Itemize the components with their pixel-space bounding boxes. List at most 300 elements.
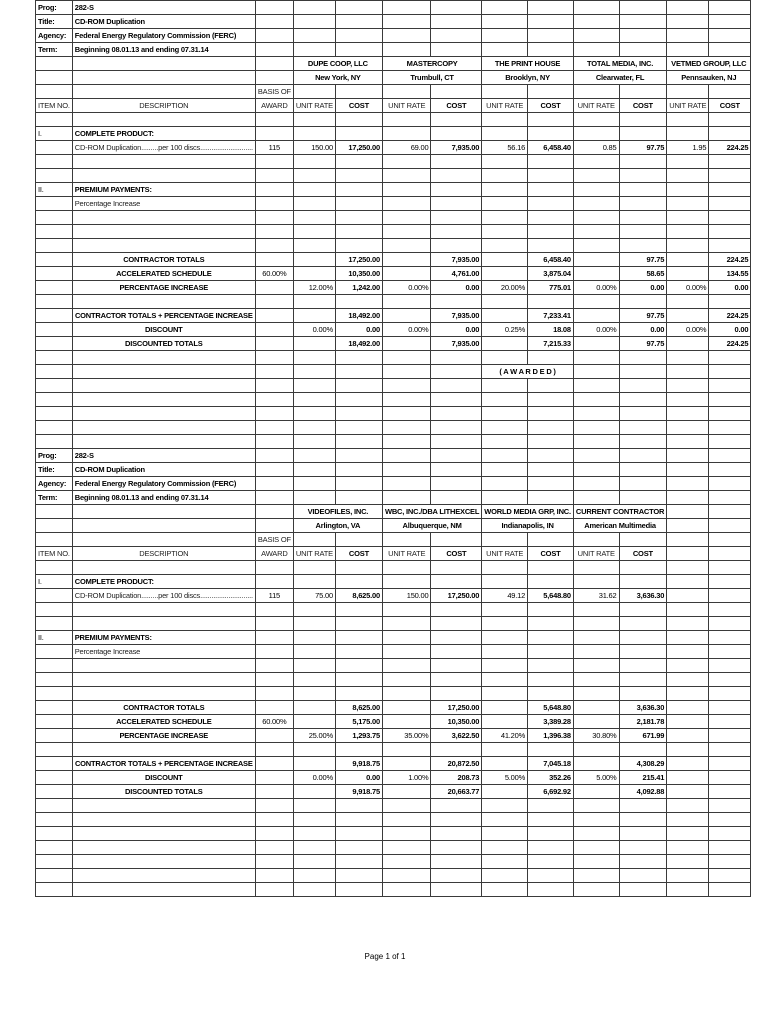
empty-cell [293, 813, 335, 827]
empty-cell [335, 491, 382, 505]
empty-cell [335, 561, 382, 575]
empty-cell [619, 449, 667, 463]
empty-cell [482, 29, 528, 43]
empty-cell [528, 659, 574, 673]
discount-cost: 18.08 [528, 323, 574, 337]
empty-cell [709, 29, 751, 43]
empty-cell [255, 519, 293, 533]
empty-cell [335, 43, 382, 57]
empty-cell [36, 141, 73, 155]
description-header: DESCRIPTION [72, 99, 255, 113]
empty-cell [293, 561, 335, 575]
empty-cell [709, 729, 751, 743]
empty-cell [293, 645, 335, 659]
empty-cell [72, 57, 255, 71]
empty-cell [255, 337, 293, 351]
unit-rate-header: UNIT RATE [382, 547, 431, 561]
empty-cell [528, 15, 574, 29]
empty-cell [36, 533, 73, 547]
empty-cell [667, 519, 709, 533]
contractor-total: 7,935.00 [431, 253, 482, 267]
item-values-row [36, 589, 751, 603]
contractor-location: American Multimedia [573, 519, 666, 533]
empty-cell [573, 379, 619, 393]
empty-cell [667, 589, 709, 603]
empty-cell [709, 771, 751, 785]
empty-cell [573, 715, 619, 729]
contract-term-label: Term: [36, 43, 73, 57]
empty-cell [255, 15, 293, 29]
empty-cell [482, 253, 528, 267]
item-heading: PREMIUM PAYMENTS: [72, 183, 255, 197]
empty-cell [72, 71, 255, 85]
ctpi-row [36, 757, 751, 771]
empty-cell [619, 29, 667, 43]
cost-header: COST [528, 547, 574, 561]
empty-cell [72, 351, 255, 365]
empty-cell [528, 449, 574, 463]
empty-cell [482, 239, 528, 253]
empty-cell [431, 687, 482, 701]
empty-cell [431, 603, 482, 617]
empty-cell [709, 617, 751, 631]
empty-cell [573, 561, 619, 575]
cost: 17,250.00 [335, 141, 382, 155]
empty-cell [667, 757, 709, 771]
empty-cell [528, 575, 574, 589]
empty-cell [482, 687, 528, 701]
discounted-total: 6,692.92 [528, 785, 574, 799]
empty-cell [255, 155, 293, 169]
empty-cell [335, 183, 382, 197]
percentage-cost: 0.00 [709, 281, 751, 295]
empty-cell [482, 421, 528, 435]
percentage-increase-row [36, 729, 751, 743]
empty-cell [382, 827, 431, 841]
unit-rate: 56.16 [482, 141, 528, 155]
cost-header: COST [431, 547, 482, 561]
empty-cell [619, 645, 667, 659]
empty-cell [36, 645, 73, 659]
empty-cell [255, 799, 293, 813]
empty-cell [431, 561, 482, 575]
empty-cell [293, 15, 335, 29]
empty-cell [482, 197, 528, 211]
empty-cell [573, 337, 619, 351]
contractor-location: Clearwater, FL [573, 71, 666, 85]
empty-cell [255, 113, 293, 127]
empty-cell [72, 603, 255, 617]
empty-cell [573, 659, 619, 673]
empty-row [36, 435, 751, 449]
empty-cell [36, 169, 73, 183]
empty-cell [335, 351, 382, 365]
empty-cell [667, 575, 709, 589]
empty-cell [482, 85, 528, 99]
basis-of-award: 115 [255, 589, 293, 603]
empty-cell [36, 505, 73, 519]
empty-cell [293, 421, 335, 435]
empty-cell [382, 631, 431, 645]
header-row [36, 29, 751, 43]
ctpi-row [36, 309, 751, 323]
agency-name-label: Agency: [36, 29, 73, 43]
empty-cell [293, 1, 335, 15]
empty-cell [528, 197, 574, 211]
empty-cell [293, 337, 335, 351]
empty-cell [335, 449, 382, 463]
item-number: I. [36, 127, 73, 141]
empty-cell [72, 379, 255, 393]
empty-cell [431, 463, 482, 477]
empty-cell [431, 575, 482, 589]
empty-cell [36, 393, 73, 407]
empty-cell [382, 813, 431, 827]
empty-cell [573, 421, 619, 435]
contractor-total: 17,250.00 [335, 253, 382, 267]
empty-cell [382, 659, 431, 673]
program-title-label: Title: [36, 15, 73, 29]
empty-cell [619, 617, 667, 631]
empty-cell [573, 435, 619, 449]
empty-cell [528, 631, 574, 645]
empty-cell [36, 659, 73, 673]
empty-cell [482, 393, 528, 407]
empty-cell [709, 169, 751, 183]
empty-cell [293, 687, 335, 701]
empty-cell [293, 869, 335, 883]
empty-cell [293, 799, 335, 813]
empty-cell [382, 309, 431, 323]
empty-cell [667, 267, 709, 281]
empty-cell [528, 813, 574, 827]
empty-cell [573, 743, 619, 757]
empty-cell [255, 253, 293, 267]
empty-cell [36, 603, 73, 617]
empty-cell [528, 421, 574, 435]
empty-cell [709, 799, 751, 813]
empty-cell [667, 673, 709, 687]
empty-cell [709, 15, 751, 29]
empty-cell [72, 505, 255, 519]
empty-cell [255, 463, 293, 477]
empty-cell [573, 673, 619, 687]
empty-cell [482, 533, 528, 547]
empty-cell [255, 785, 293, 799]
empty-cell [255, 225, 293, 239]
empty-cell [335, 365, 382, 379]
empty-cell [335, 743, 382, 757]
empty-cell [667, 687, 709, 701]
empty-cell [528, 743, 574, 757]
empty-cell [709, 295, 751, 309]
empty-cell [482, 785, 528, 799]
empty-cell [72, 617, 255, 631]
empty-cell [528, 29, 574, 43]
basis-of-award: 115 [255, 141, 293, 155]
discounted-total: 97.75 [619, 337, 667, 351]
empty-cell [482, 225, 528, 239]
empty-cell [528, 155, 574, 169]
empty-cell [36, 337, 73, 351]
empty-cell [619, 421, 667, 435]
empty-cell [36, 617, 73, 631]
empty-cell [335, 813, 382, 827]
empty-cell [619, 295, 667, 309]
empty-cell [335, 617, 382, 631]
empty-cell [528, 687, 574, 701]
empty-cell [709, 645, 751, 659]
cost-header: COST [528, 99, 574, 113]
empty-cell [255, 477, 293, 491]
basis-header: BASIS OF [255, 85, 293, 99]
percentage-increase-label: PERCENTAGE INCREASE [72, 729, 255, 743]
empty-cell [482, 379, 528, 393]
empty-cell [667, 785, 709, 799]
empty-cell [431, 743, 482, 757]
empty-cell [528, 379, 574, 393]
accelerated-cost: 2,181.78 [619, 715, 667, 729]
empty-cell [528, 43, 574, 57]
cost-header: COST [709, 99, 751, 113]
ctpi-value: 97.75 [619, 309, 667, 323]
empty-cell [335, 15, 382, 29]
empty-cell [36, 267, 73, 281]
empty-cell [335, 85, 382, 99]
percentage-cost: 775.01 [528, 281, 574, 295]
empty-cell [528, 239, 574, 253]
unit-rate-header: UNIT RATE [482, 547, 528, 561]
empty-cell [667, 449, 709, 463]
unit-rate: 69.00 [382, 141, 431, 155]
empty-cell [382, 449, 431, 463]
empty-cell [667, 127, 709, 141]
empty-cell [573, 393, 619, 407]
empty-cell [709, 463, 751, 477]
empty-cell [293, 827, 335, 841]
empty-cell [431, 883, 482, 897]
empty-cell [72, 687, 255, 701]
empty-cell [709, 183, 751, 197]
empty-cell [667, 827, 709, 841]
ctpi-value: 4,308.29 [619, 757, 667, 771]
empty-cell [667, 113, 709, 127]
empty-cell [255, 883, 293, 897]
contractor-total: 6,458.40 [528, 253, 574, 267]
empty-cell [667, 617, 709, 631]
empty-cell [382, 841, 431, 855]
empty-cell [72, 393, 255, 407]
empty-cell [482, 645, 528, 659]
empty-cell [72, 365, 255, 379]
item-heading: COMPLETE PRODUCT: [72, 127, 255, 141]
empty-cell [667, 379, 709, 393]
discount-row [36, 323, 751, 337]
empty-cell [528, 561, 574, 575]
empty-cell [482, 827, 528, 841]
discounted-total: 9,918.75 [335, 785, 382, 799]
empty-cell [293, 239, 335, 253]
empty-cell [667, 337, 709, 351]
empty-cell [382, 379, 431, 393]
empty-row [36, 239, 751, 253]
item-heading: COMPLETE PRODUCT: [72, 575, 255, 589]
empty-cell [255, 827, 293, 841]
percentage-increase-label: PERCENTAGE INCREASE [72, 281, 255, 295]
basis-row [36, 533, 751, 547]
discount-rate: 0.00% [382, 323, 431, 337]
empty-cell [36, 519, 73, 533]
empty-cell [335, 225, 382, 239]
empty-cell [667, 701, 709, 715]
empty-cell [36, 785, 73, 799]
empty-cell [431, 85, 482, 99]
empty-cell [482, 477, 528, 491]
empty-cell [667, 561, 709, 575]
empty-row [36, 561, 751, 575]
empty-cell [335, 869, 382, 883]
empty-cell [619, 435, 667, 449]
empty-cell [573, 183, 619, 197]
empty-cell [255, 435, 293, 449]
empty-cell [431, 449, 482, 463]
contractor-location: Albuquerque, NM [382, 519, 481, 533]
unit-rate: 150.00 [293, 141, 335, 155]
empty-cell [335, 855, 382, 869]
empty-cell [72, 869, 255, 883]
empty-cell [382, 491, 431, 505]
empty-cell [573, 869, 619, 883]
empty-cell [335, 211, 382, 225]
empty-cell [382, 267, 431, 281]
empty-cell [255, 309, 293, 323]
empty-cell [382, 183, 431, 197]
empty-cell [431, 855, 482, 869]
empty-cell [293, 491, 335, 505]
empty-cell [528, 225, 574, 239]
empty-cell [255, 841, 293, 855]
discount-cost: 208.73 [431, 771, 482, 785]
empty-cell [72, 239, 255, 253]
percentage-cost: 1,396.38 [528, 729, 574, 743]
empty-cell [293, 617, 335, 631]
discounted-totals-row [36, 337, 751, 351]
contractor-location: Trumbull, CT [382, 71, 481, 85]
accelerated-basis: 60.00% [255, 267, 293, 281]
accelerated-cost: 3,389.28 [528, 715, 574, 729]
empty-cell [619, 883, 667, 897]
empty-cell [72, 407, 255, 421]
empty-cell [709, 225, 751, 239]
contractor-name: MASTERCOPY [382, 57, 481, 71]
contractor-name: DUPE COOP, LLC [293, 57, 382, 71]
empty-cell [255, 603, 293, 617]
empty-cell [619, 827, 667, 841]
empty-cell [667, 239, 709, 253]
discounted-total: 20,663.77 [431, 785, 482, 799]
empty-cell [431, 421, 482, 435]
empty-cell [528, 603, 574, 617]
empty-cell [709, 631, 751, 645]
empty-cell [667, 715, 709, 729]
empty-row [36, 673, 751, 687]
empty-cell [382, 533, 431, 547]
empty-cell [619, 561, 667, 575]
empty-cell [335, 841, 382, 855]
empty-cell [72, 743, 255, 757]
empty-cell [709, 575, 751, 589]
empty-cell [667, 183, 709, 197]
empty-cell [293, 673, 335, 687]
discount-cost: 352.26 [528, 771, 574, 785]
discount-label: DISCOUNT [72, 323, 255, 337]
empty-cell [482, 127, 528, 141]
empty-cell [619, 673, 667, 687]
empty-cell [431, 407, 482, 421]
cost-header: COST [335, 99, 382, 113]
percentage-increase-row [36, 281, 751, 295]
percentage-rate: 30.80% [573, 729, 619, 743]
empty-cell [573, 365, 619, 379]
empty-cell [667, 365, 709, 379]
empty-cell [573, 449, 619, 463]
empty-cell [255, 169, 293, 183]
empty-cell [335, 1, 382, 15]
unit-rate: 49.12 [482, 589, 528, 603]
empty-cell [382, 477, 431, 491]
item-number: II. [36, 183, 73, 197]
empty-cell [709, 421, 751, 435]
empty-cell [573, 785, 619, 799]
awarded-marker: ( A W A R D E D ) [482, 365, 574, 379]
empty-cell [482, 659, 528, 673]
empty-cell [255, 743, 293, 757]
empty-cell [619, 225, 667, 239]
empty-cell [482, 155, 528, 169]
empty-cell [382, 393, 431, 407]
unit-rate: 31.62 [573, 589, 619, 603]
empty-cell [72, 813, 255, 827]
empty-cell [573, 645, 619, 659]
empty-cell [293, 309, 335, 323]
empty-cell [36, 883, 73, 897]
empty-cell [482, 435, 528, 449]
item-no-header: ITEM NO. [36, 99, 73, 113]
empty-cell [573, 603, 619, 617]
award-header: AWARD [255, 547, 293, 561]
empty-cell [255, 687, 293, 701]
empty-cell [382, 29, 431, 43]
agency-name: Federal Energy Regulatory Commission (FERC) [72, 29, 255, 43]
item-heading-row [36, 127, 751, 141]
header-row [36, 463, 751, 477]
empty-cell [293, 379, 335, 393]
empty-cell [431, 155, 482, 169]
percentage-cost: 1,242.00 [335, 281, 382, 295]
accelerated-schedule-row [36, 715, 751, 729]
cost-header: COST [619, 99, 667, 113]
empty-cell [382, 169, 431, 183]
contractor-totals-label: CONTRACTOR TOTALS [72, 253, 255, 267]
empty-cell [619, 659, 667, 673]
empty-cell [36, 743, 73, 757]
empty-cell [335, 659, 382, 673]
program-title: CD-ROM Duplication [72, 463, 255, 477]
empty-cell [528, 617, 574, 631]
empty-cell [293, 533, 335, 547]
empty-cell [573, 407, 619, 421]
empty-cell [619, 575, 667, 589]
